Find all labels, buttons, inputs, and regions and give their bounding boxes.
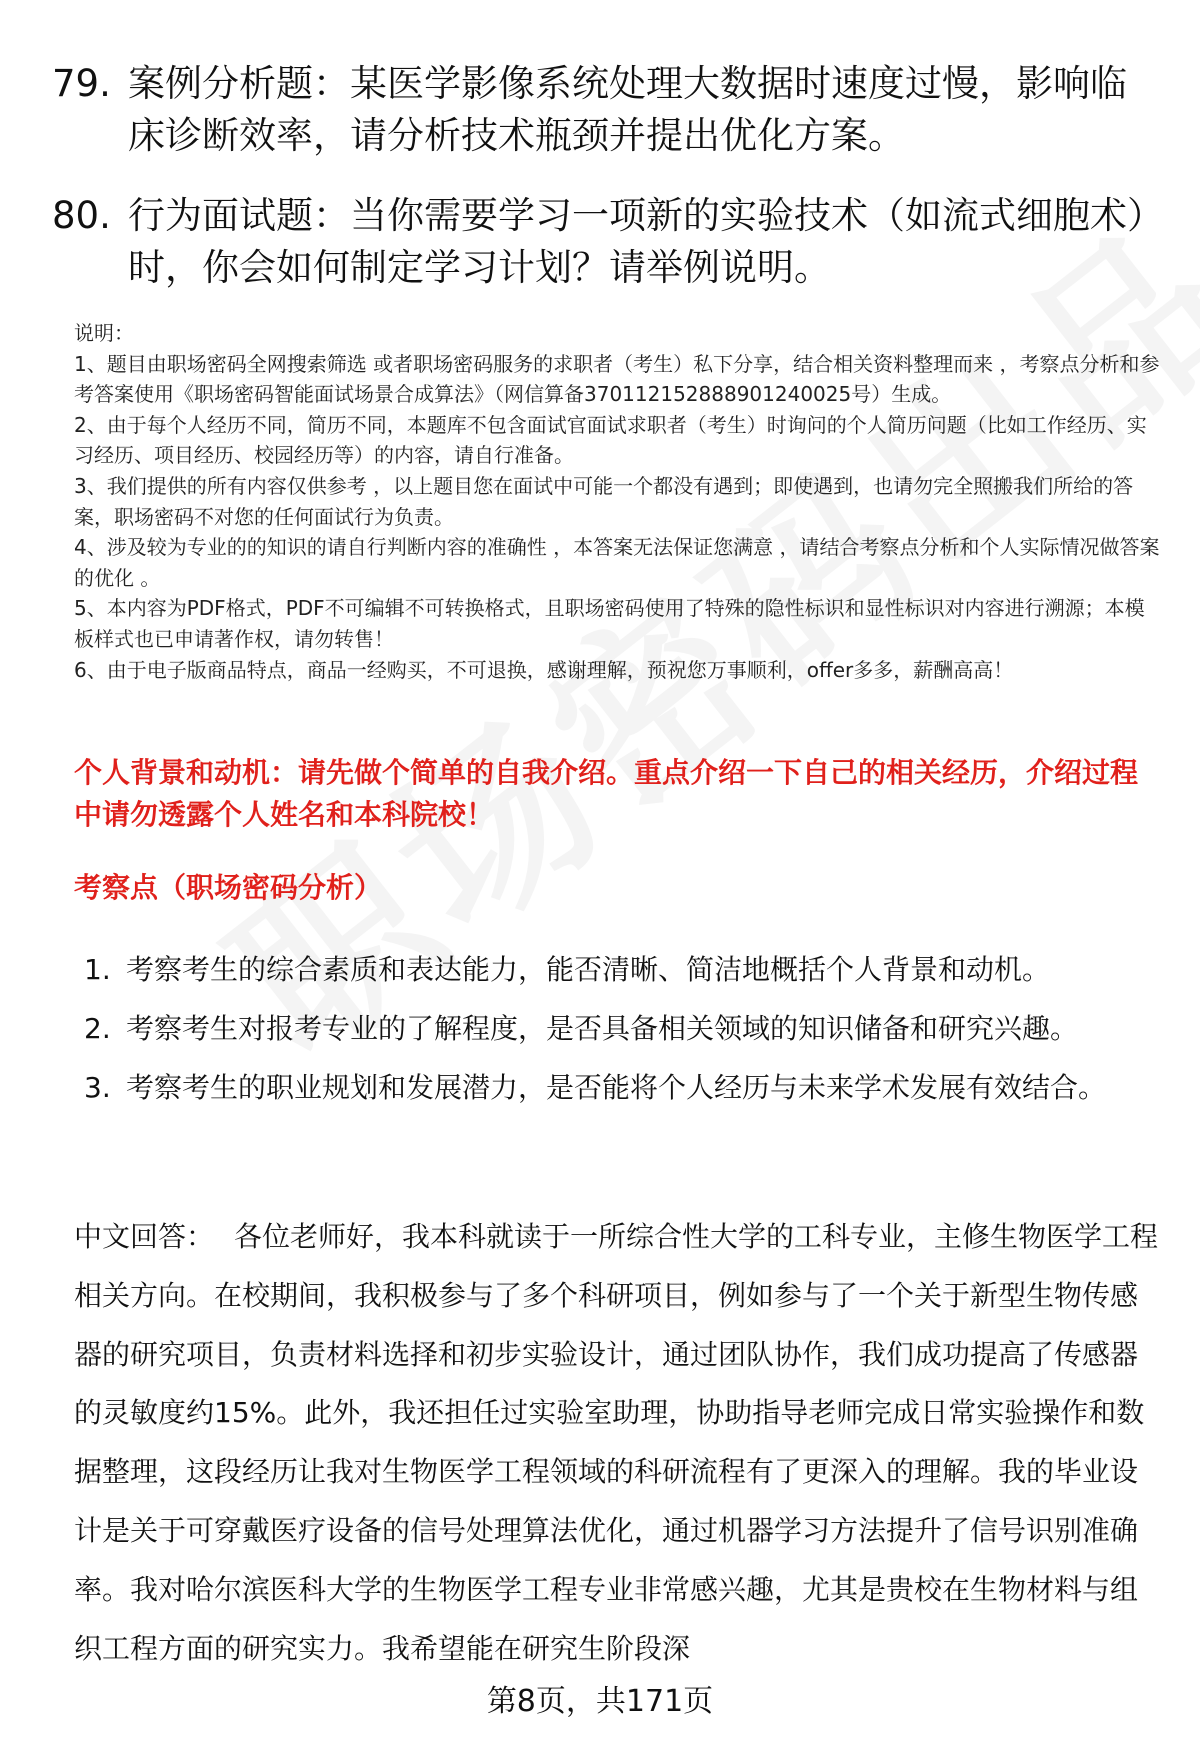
question-80 bbox=[52, 190, 1162, 294]
page-footer: 第8页，共171页 bbox=[486, 1684, 714, 1719]
note-item: 4、涉及较为专业的的知识的请自行判断内容的准确性 ，本答案无法保证您满意 ，请结合考察点分析和个人实际情况做答案的优化 。 bbox=[74, 535, 1160, 590]
answer-section bbox=[74, 1208, 1160, 1678]
focus-point bbox=[84, 1058, 1164, 1117]
focus-points bbox=[84, 940, 1164, 1117]
question-text: 行为面试题：当你需要学习一项新的实验技术（如流式细胞术）时，你会如何制定学习计划？请举例说明。 bbox=[128, 194, 1146, 289]
note-item: 1、题目由职场密码全网搜索筛选 或者职场密码服务的求职者（考生）私下分享，结合相关资料整理而来 ，考察点分析和参考答案使用《职场密码智能面试场景合成算法》（网信算备370112152888901240025号）生成。 bbox=[74, 351, 1160, 407]
focus-point bbox=[84, 999, 1164, 1058]
notes-heading: 说明： bbox=[74, 321, 134, 345]
focus-point-text: 考察考生对报考专业的了解程度，是否具备相关领域的知识储备和研究兴趣。 bbox=[126, 1012, 1079, 1045]
answer-label: 中文回答： bbox=[74, 1220, 215, 1253]
note-item: 6、由于电子版商品特点，商品一经购买，不可退换，感谢理解，预祝您万事顺利，offer多多，薪酬高高！ bbox=[74, 657, 1014, 682]
focus-point bbox=[84, 940, 1164, 999]
question-number: 80. bbox=[52, 194, 111, 237]
note-item: 3、我们提供的所有内容仅供参考 ，以上题目您在面试中可能一个都没有遇到；即使遇到，也请勿完全照搬我们所给的答案，职场密码不对您的任何面试行为负责。 bbox=[74, 473, 1134, 529]
notes-section bbox=[74, 318, 1164, 685]
focus-point-number: 3. bbox=[84, 1071, 111, 1104]
focus-point-number: 2. bbox=[84, 1012, 111, 1045]
focus-point-text: 考察考生的职业规划和发展潜力，是否能将个人经历与未来学术发展有效结合。 bbox=[126, 1071, 1107, 1104]
question-number: 79. bbox=[52, 62, 111, 105]
note-item: 2、由于每个人经历不同，简历不同，本题库不包含面试官面试求职者（考生）时询问的个人简历问题（比如工作经历、实习经历、项目经历、校园经历等）的内容，请自行准备。 bbox=[74, 412, 1147, 468]
focus-point-number: 1. bbox=[84, 953, 111, 986]
focus-title: 考察点（职场密码分析） bbox=[74, 871, 383, 904]
note-item: 5、本内容为PDF格式，PDF不可编辑不可转换格式，且职场密码使用了特殊的隐性标识和显性标识对内容进行溯源；本模板样式也已申请著作权，请勿转售！ bbox=[74, 596, 1145, 651]
focus-point-text: 考察考生的综合素质和表达能力，能否清晰、简洁地概括个人背景和动机。 bbox=[126, 953, 1051, 986]
answer-text: 各位老师好，我本科就读于一所综合性大学的工科专业，主修生物医学工程相关方向。在校期间，我积极参与了多个科研项目，例如参与了一个关于新型生物传感器的研究项目，负责材料选择和初步实验设计，通过团队协作，我们成功提高了传感器的灵敏度约15%。此外，我还担任过实验室助理，协助指导老师完成日常实验操作和数据整理，这段经历让我对生物医学工程领域的科研流程有了更深入的理解。我的毕业设计是关于可穿戴医疗设备的信号处理算法优化，通过机器学习方法提升了信号识别准确率。我对哈尔滨医科大学的生物医学工程专业非常感兴趣，尤其是贵校在生物材料与组织工程方面的研究实力。我希望能在研究生阶段深 bbox=[74, 1220, 1159, 1665]
question-text: 案例分析题：某医学影像系统处理大数据时速度过慢，影响临床诊断效率，请分析技术瓶颈并提出优化方案。 bbox=[128, 62, 1127, 157]
question-79 bbox=[52, 58, 1162, 162]
background-question: 个人背景和动机：请先做个简单的自我介绍。重点介绍一下自己的相关经历，介绍过程中请勿透露个人姓名和本科院校！ bbox=[74, 756, 1139, 831]
